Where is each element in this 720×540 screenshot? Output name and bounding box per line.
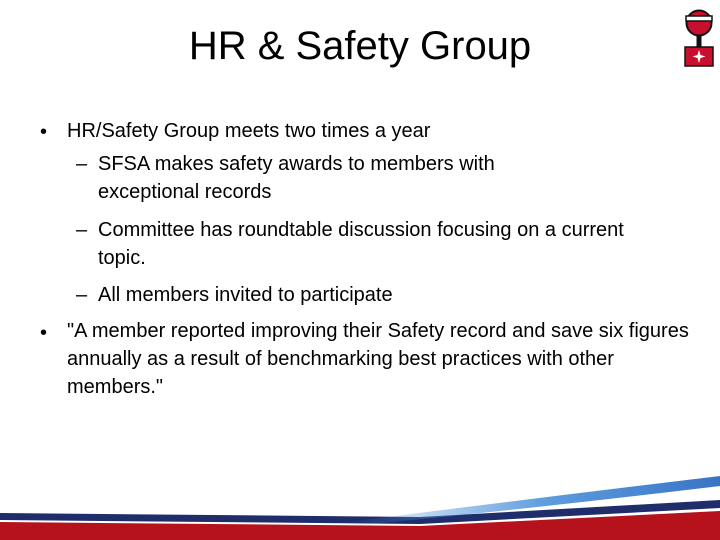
sub-bullet-item-2: Committee has roundtable discussion focusing on a current topic. <box>98 219 624 269</box>
sub-bullet-marker: – <box>76 153 88 175</box>
bullet-marker: • <box>40 322 48 344</box>
footer-swoosh-decoration <box>0 440 720 540</box>
sub-bullet-item-3: All members invited to participate <box>98 284 393 306</box>
sub-bullet-item-1: SFSA makes safety awards to members with exceptional records <box>98 153 495 203</box>
bullet-item-2: "A member reported improving their Safety record and save six figures annually as a result of benchmarking best practices with other members." <box>67 320 689 398</box>
slide-title: HR & Safety Group <box>188 24 532 68</box>
sub-bullet-marker: – <box>76 219 88 241</box>
bullet-item-1: HR/Safety Group meets two times a year <box>67 120 431 142</box>
bullet-marker: • <box>40 121 48 143</box>
sub-bullet-marker: – <box>76 284 88 306</box>
